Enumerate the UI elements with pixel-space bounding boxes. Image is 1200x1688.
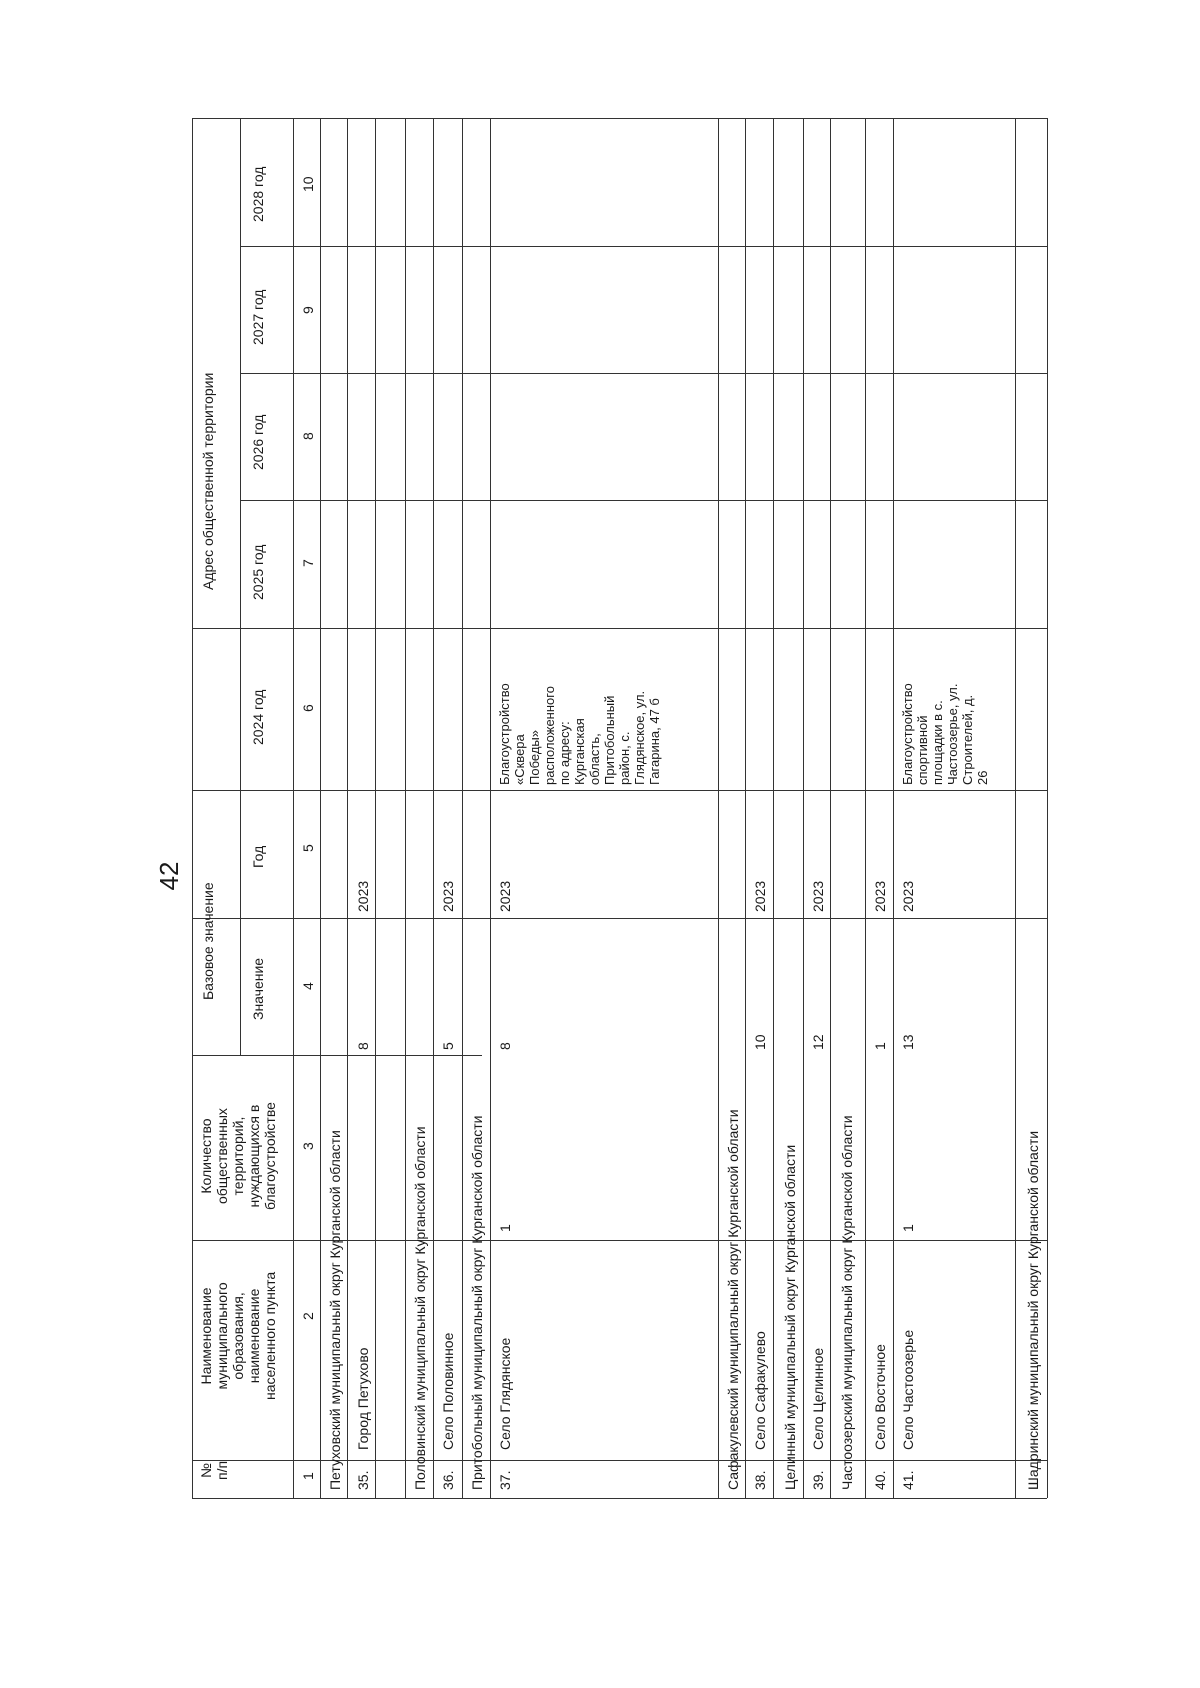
col-number: 3 (300, 1142, 316, 1150)
row-name: Село Глядянское (497, 1337, 513, 1450)
col-number: 7 (300, 559, 316, 567)
col-number: 2 (300, 1312, 316, 1320)
row-value: 1 (872, 1042, 888, 1050)
table-line (865, 118, 866, 1498)
table-line (462, 118, 463, 1498)
row-count: 1 (900, 1224, 916, 1232)
col-number: 4 (300, 982, 316, 990)
row-year: 2023 (900, 880, 916, 912)
table-line (293, 118, 294, 1498)
table-line (240, 373, 1047, 374)
row-year: 2023 (752, 880, 768, 912)
row-value: 8 (355, 1042, 371, 1050)
group-title: Сафакулевский муниципальный округ Курганской области (725, 1109, 741, 1490)
table-line (745, 118, 746, 1498)
row-num: 39. (810, 1470, 826, 1490)
header-num: № п/п (198, 1460, 230, 1480)
table-line (893, 118, 894, 1498)
header-year-2025: 2025 год (250, 544, 266, 600)
table-line (773, 118, 774, 1498)
col-number: 6 (300, 704, 316, 712)
col-number: 5 (300, 844, 316, 852)
header-base: Базовое значение (200, 882, 216, 1000)
group-title: Притобольный муниципальный округ Курганской области (469, 1115, 485, 1490)
header-year-2027: 2027 год (250, 289, 266, 345)
row-num: 36. (440, 1470, 456, 1490)
header-address: Адрес общественной территории (200, 372, 216, 590)
row-value: 5 (440, 1042, 456, 1050)
row-name: Село Частоозерье (900, 1329, 916, 1450)
row-count: 1 (497, 1224, 513, 1232)
row-address-2024: Благоустройство «Сквера Победы» расположенного по адресу: Курганская область, Притобольный район, с. Глядянское, ул. Гагарина, 47 б (497, 683, 662, 785)
row-value: 8 (497, 1042, 513, 1050)
header-name: Наименование муниципального образования, наименование населенного пункта (198, 1271, 278, 1400)
table-line (830, 118, 831, 1498)
table-line (803, 118, 804, 1498)
header-base-value: Значение (250, 957, 266, 1020)
row-name: Город Петухово (355, 1347, 371, 1450)
row-num: 38. (752, 1470, 768, 1490)
row-year: 2023 (497, 880, 513, 912)
table-line (192, 118, 193, 1498)
header-year-2026: 2026 год (250, 414, 266, 470)
table-line (1015, 118, 1016, 1498)
table-line (1047, 118, 1048, 1498)
row-name: Село Восточное (872, 1344, 888, 1450)
table-line (240, 500, 1047, 501)
table-line (433, 118, 434, 1498)
row-address-2024: Благоустройство спортивной площадки в с. Частоозерье, ул. Строителей, д. 26 (900, 683, 990, 785)
table-line (490, 118, 491, 1498)
row-num: 37. (497, 1470, 513, 1490)
col-number: 10 (300, 176, 316, 192)
group-title: Шадринский муниципальный округ Курганской области (1025, 1130, 1041, 1490)
table-line (320, 118, 321, 1498)
col-number: 8 (300, 432, 316, 440)
table-line (240, 118, 241, 1055)
group-title: Целинный муниципальный округ Курганской области (782, 1144, 798, 1490)
group-title: Половинский муниципальный округ Курганской области (412, 1126, 428, 1490)
col-number: 1 (300, 1472, 316, 1480)
row-value: 12 (810, 1034, 826, 1050)
table-line (718, 118, 719, 1498)
header-count: Количество общественных территорий, нуждающихся в благоустройстве (198, 1102, 278, 1210)
row-num: 41. (900, 1470, 916, 1490)
table-line (405, 118, 406, 1498)
table-line (192, 1498, 1047, 1499)
row-value: 10 (752, 1034, 768, 1050)
page-number: 42 (154, 861, 184, 891)
row-num: 35. (355, 1470, 371, 1490)
table-line (375, 118, 376, 1498)
row-value: 13 (900, 1034, 916, 1050)
row-name: Село Сафакулево (752, 1331, 768, 1450)
table-line (240, 246, 1047, 247)
group-title: Частоозерский муниципальный округ Курганской области (839, 1115, 855, 1490)
row-name: Село Целинное (810, 1347, 826, 1450)
row-year: 2023 (810, 880, 826, 912)
row-year: 2023 (872, 880, 888, 912)
table-line (347, 118, 348, 1498)
row-year: 2023 (440, 880, 456, 912)
table-line (192, 1055, 482, 1056)
row-num: 40. (872, 1470, 888, 1490)
group-title: Петуховский муниципальный округ Курганской области (327, 1130, 343, 1490)
header-base-year: Год (250, 845, 266, 868)
header-year-2028: 2028 год (250, 166, 266, 222)
row-year: 2023 (355, 880, 371, 912)
row-name: Село Половинное (440, 1332, 456, 1450)
col-number: 9 (300, 306, 316, 314)
header-year-2024: 2024 год (250, 689, 266, 745)
